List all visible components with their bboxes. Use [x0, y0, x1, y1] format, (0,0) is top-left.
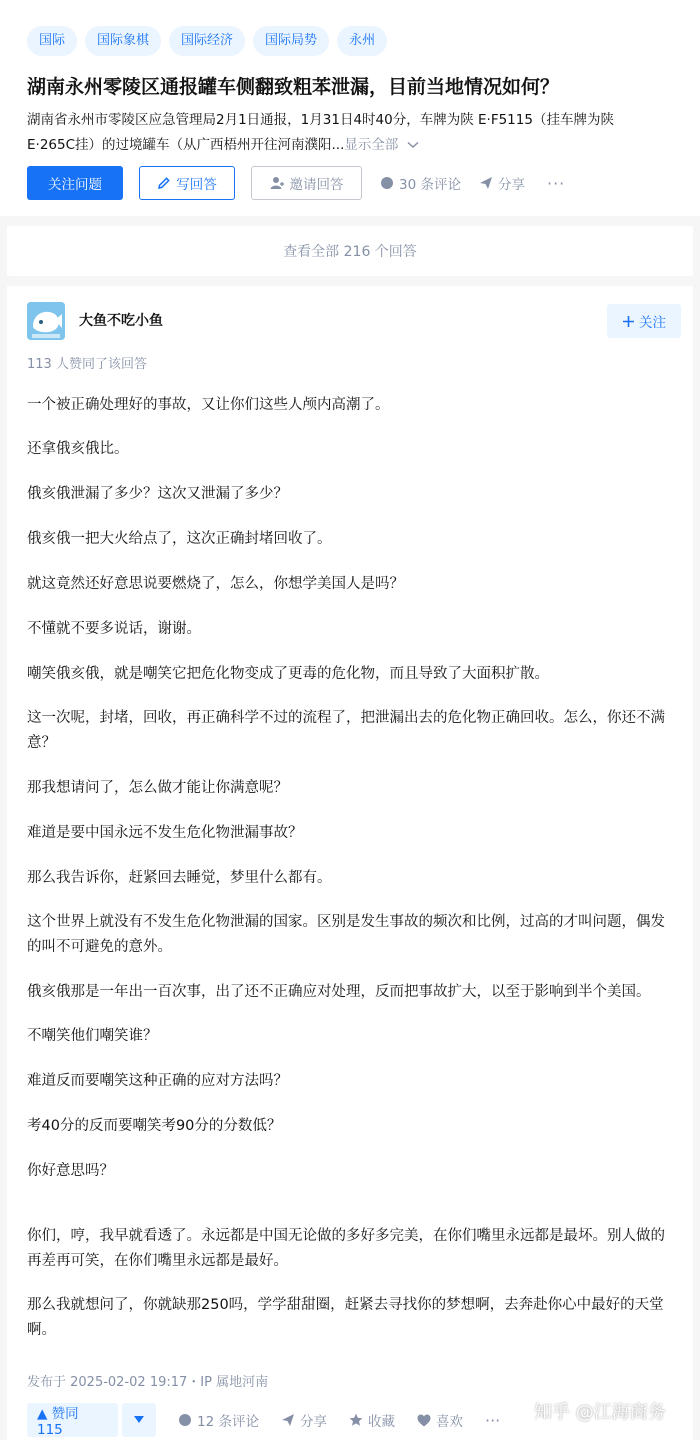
voters-count: 113 人赞同了该回答 — [27, 357, 147, 372]
answer-paragraph: 就这竟然还好意思说要燃烧了，怎么，你想学美国人是吗？ — [27, 576, 404, 592]
topic-tag[interactable]: 永州 — [337, 26, 387, 56]
downvote-button[interactable] — [122, 1403, 156, 1437]
topic-tag[interactable]: 国际局势 — [253, 26, 329, 56]
answer-comments-button[interactable] — [178, 1410, 259, 1430]
answer-paragraph: 不懂就不要多说话，谢谢。 — [27, 621, 201, 637]
share-icon — [479, 176, 493, 190]
description-text: E·265C挂）的过境罐车（从广西梧州开往河南濮阳... — [27, 137, 345, 153]
answer-paragraph: 这一次呢，封堵，回收，再正确科学不过的流程了，把泄漏出去的危化物正确回收。怎么，你还不满意？ — [27, 710, 665, 751]
triangle-down-icon — [134, 1416, 144, 1424]
show-all-link[interactable] — [344, 137, 418, 153]
add-user-icon — [270, 176, 285, 190]
answer-paragraph: 俄亥俄那是一年出一百次事，出了还不正确应对处理，反而把事故扩大，以至于影响到半个美国。 — [27, 984, 651, 1000]
topic-tag[interactable]: 国际 — [27, 26, 77, 56]
answer-paragraph: 一个被正确处理好的事故，又让你们这些人颅内高潮了。 — [27, 397, 390, 413]
write-answer-label: 写回答 — [176, 177, 217, 193]
answer-paragraph: 俄亥俄一把大火给点了，这次正确封堵回收了。 — [27, 531, 332, 547]
answer-paragraph: 考40分的反而要嘲笑考90分的分数低？ — [27, 1118, 282, 1134]
answer-paragraph: 嘲笑俄亥俄，就是嘲笑它把危化物变成了更毒的危化物，而且导致了大面积扩散。 — [27, 666, 549, 682]
question-description — [27, 108, 687, 158]
answer-paragraph: 还拿俄亥俄比。 — [27, 441, 129, 457]
description-line-2 — [27, 133, 687, 158]
pencil-icon — [157, 176, 171, 190]
answer-paragraph: 那么我就想问了，你就缺那250吗，学学甜甜圈，赶紧去寻找你的梦想啊，去奔赴你心中最好的天堂啊。 — [27, 1297, 664, 1338]
answer-paragraph: 那么我告诉你，赶紧回去睡觉，梦里什么都有。 — [27, 870, 332, 886]
question-comments-button[interactable] — [380, 173, 461, 193]
author-name[interactable]: 大鱼不吃小鱼 — [79, 313, 163, 329]
answer-paragraph: 这个世界上就没有不发生危化物泄漏的国家。区别是发生事故的频次和比例，过高的才叫问题，偶发的叫不可避免的意外。 — [27, 914, 665, 955]
comments-count: 12 条评论 — [197, 1414, 259, 1430]
question-actions — [27, 166, 565, 200]
question-card — [0, 0, 700, 216]
comment-icon — [380, 176, 394, 190]
question-share-button[interactable] — [479, 173, 525, 193]
answer-paragraph: 难道反而要嘲笑这种正确的应对方法吗？ — [27, 1073, 288, 1089]
answer-paragraph: 你们，哼，我早就看透了。永远都是中国无论做的多好多完美，在你们嘴里永远都是最坏。别人做的再差再可笑，在你们嘴里永远都是最好。 — [27, 1228, 665, 1269]
answer-share-button[interactable] — [281, 1410, 327, 1430]
invite-answer-button[interactable] — [251, 166, 362, 200]
description-line: 湖南省永州市零陵区应急管理局2月1日通报，1月31日4时40分，车牌为陕 E·F5115（挂车牌为陕 — [27, 112, 614, 128]
heart-icon — [417, 1414, 431, 1427]
like-label: 喜欢 — [435, 1414, 463, 1430]
follow-author-button[interactable] — [607, 304, 681, 338]
topic-tags — [27, 26, 387, 56]
invite-answer-label: 邀请回答 — [289, 177, 344, 193]
share-icon — [281, 1413, 295, 1427]
view-all-answers-button[interactable]: 查看全部 216 个回答 — [7, 226, 693, 276]
more-options-button[interactable]: ··· — [546, 173, 566, 193]
like-button[interactable] — [417, 1410, 463, 1430]
answer-paragraph: 难道是要中国永远不发生危化物泄漏事故？ — [27, 825, 303, 841]
collect-button[interactable] — [349, 1410, 395, 1430]
answer-more-button[interactable]: ··· — [484, 1410, 501, 1430]
follow-question-button[interactable]: 关注问题 — [27, 166, 123, 200]
answer-paragraph: 你好意思吗？ — [27, 1163, 114, 1179]
share-label: 分享 — [299, 1414, 327, 1430]
comment-icon — [178, 1413, 192, 1427]
share-label: 分享 — [497, 177, 525, 193]
answer-paragraph: 那我想请问了，怎么做才能让你满意呢？ — [27, 780, 288, 796]
watermark: 知乎 @江海商务 — [534, 1402, 666, 1423]
show-all-label: 显示全部 — [344, 137, 399, 153]
answer-paragraph: 俄亥俄泄漏了多少？这次又泄漏了多少？ — [27, 486, 288, 502]
topic-tag[interactable]: 国际象棋 — [85, 26, 161, 56]
comments-count: 30 条评论 — [399, 177, 461, 193]
question-title: 湖南永州零陵区通报罐车侧翻致粗苯泄漏，目前当地情况如何？ — [27, 76, 560, 98]
avatar[interactable] — [27, 302, 65, 340]
follow-label: 关注 — [639, 315, 666, 331]
collect-label: 收藏 — [367, 1414, 395, 1430]
topic-tag[interactable]: 国际经济 — [169, 26, 245, 56]
answer-card — [7, 286, 693, 1440]
answer-paragraph: 不嘲笑他们嘲笑谁？ — [27, 1028, 158, 1044]
plus-icon — [622, 315, 635, 328]
chevron-down-icon — [407, 141, 419, 149]
upvote-button[interactable]: ▲ 赞同 115 — [27, 1403, 118, 1437]
publish-info: 发布于 2025-02-02 19:17・IP 属地河南 — [27, 1375, 269, 1390]
write-answer-button[interactable] — [139, 166, 235, 200]
star-icon — [349, 1413, 363, 1427]
